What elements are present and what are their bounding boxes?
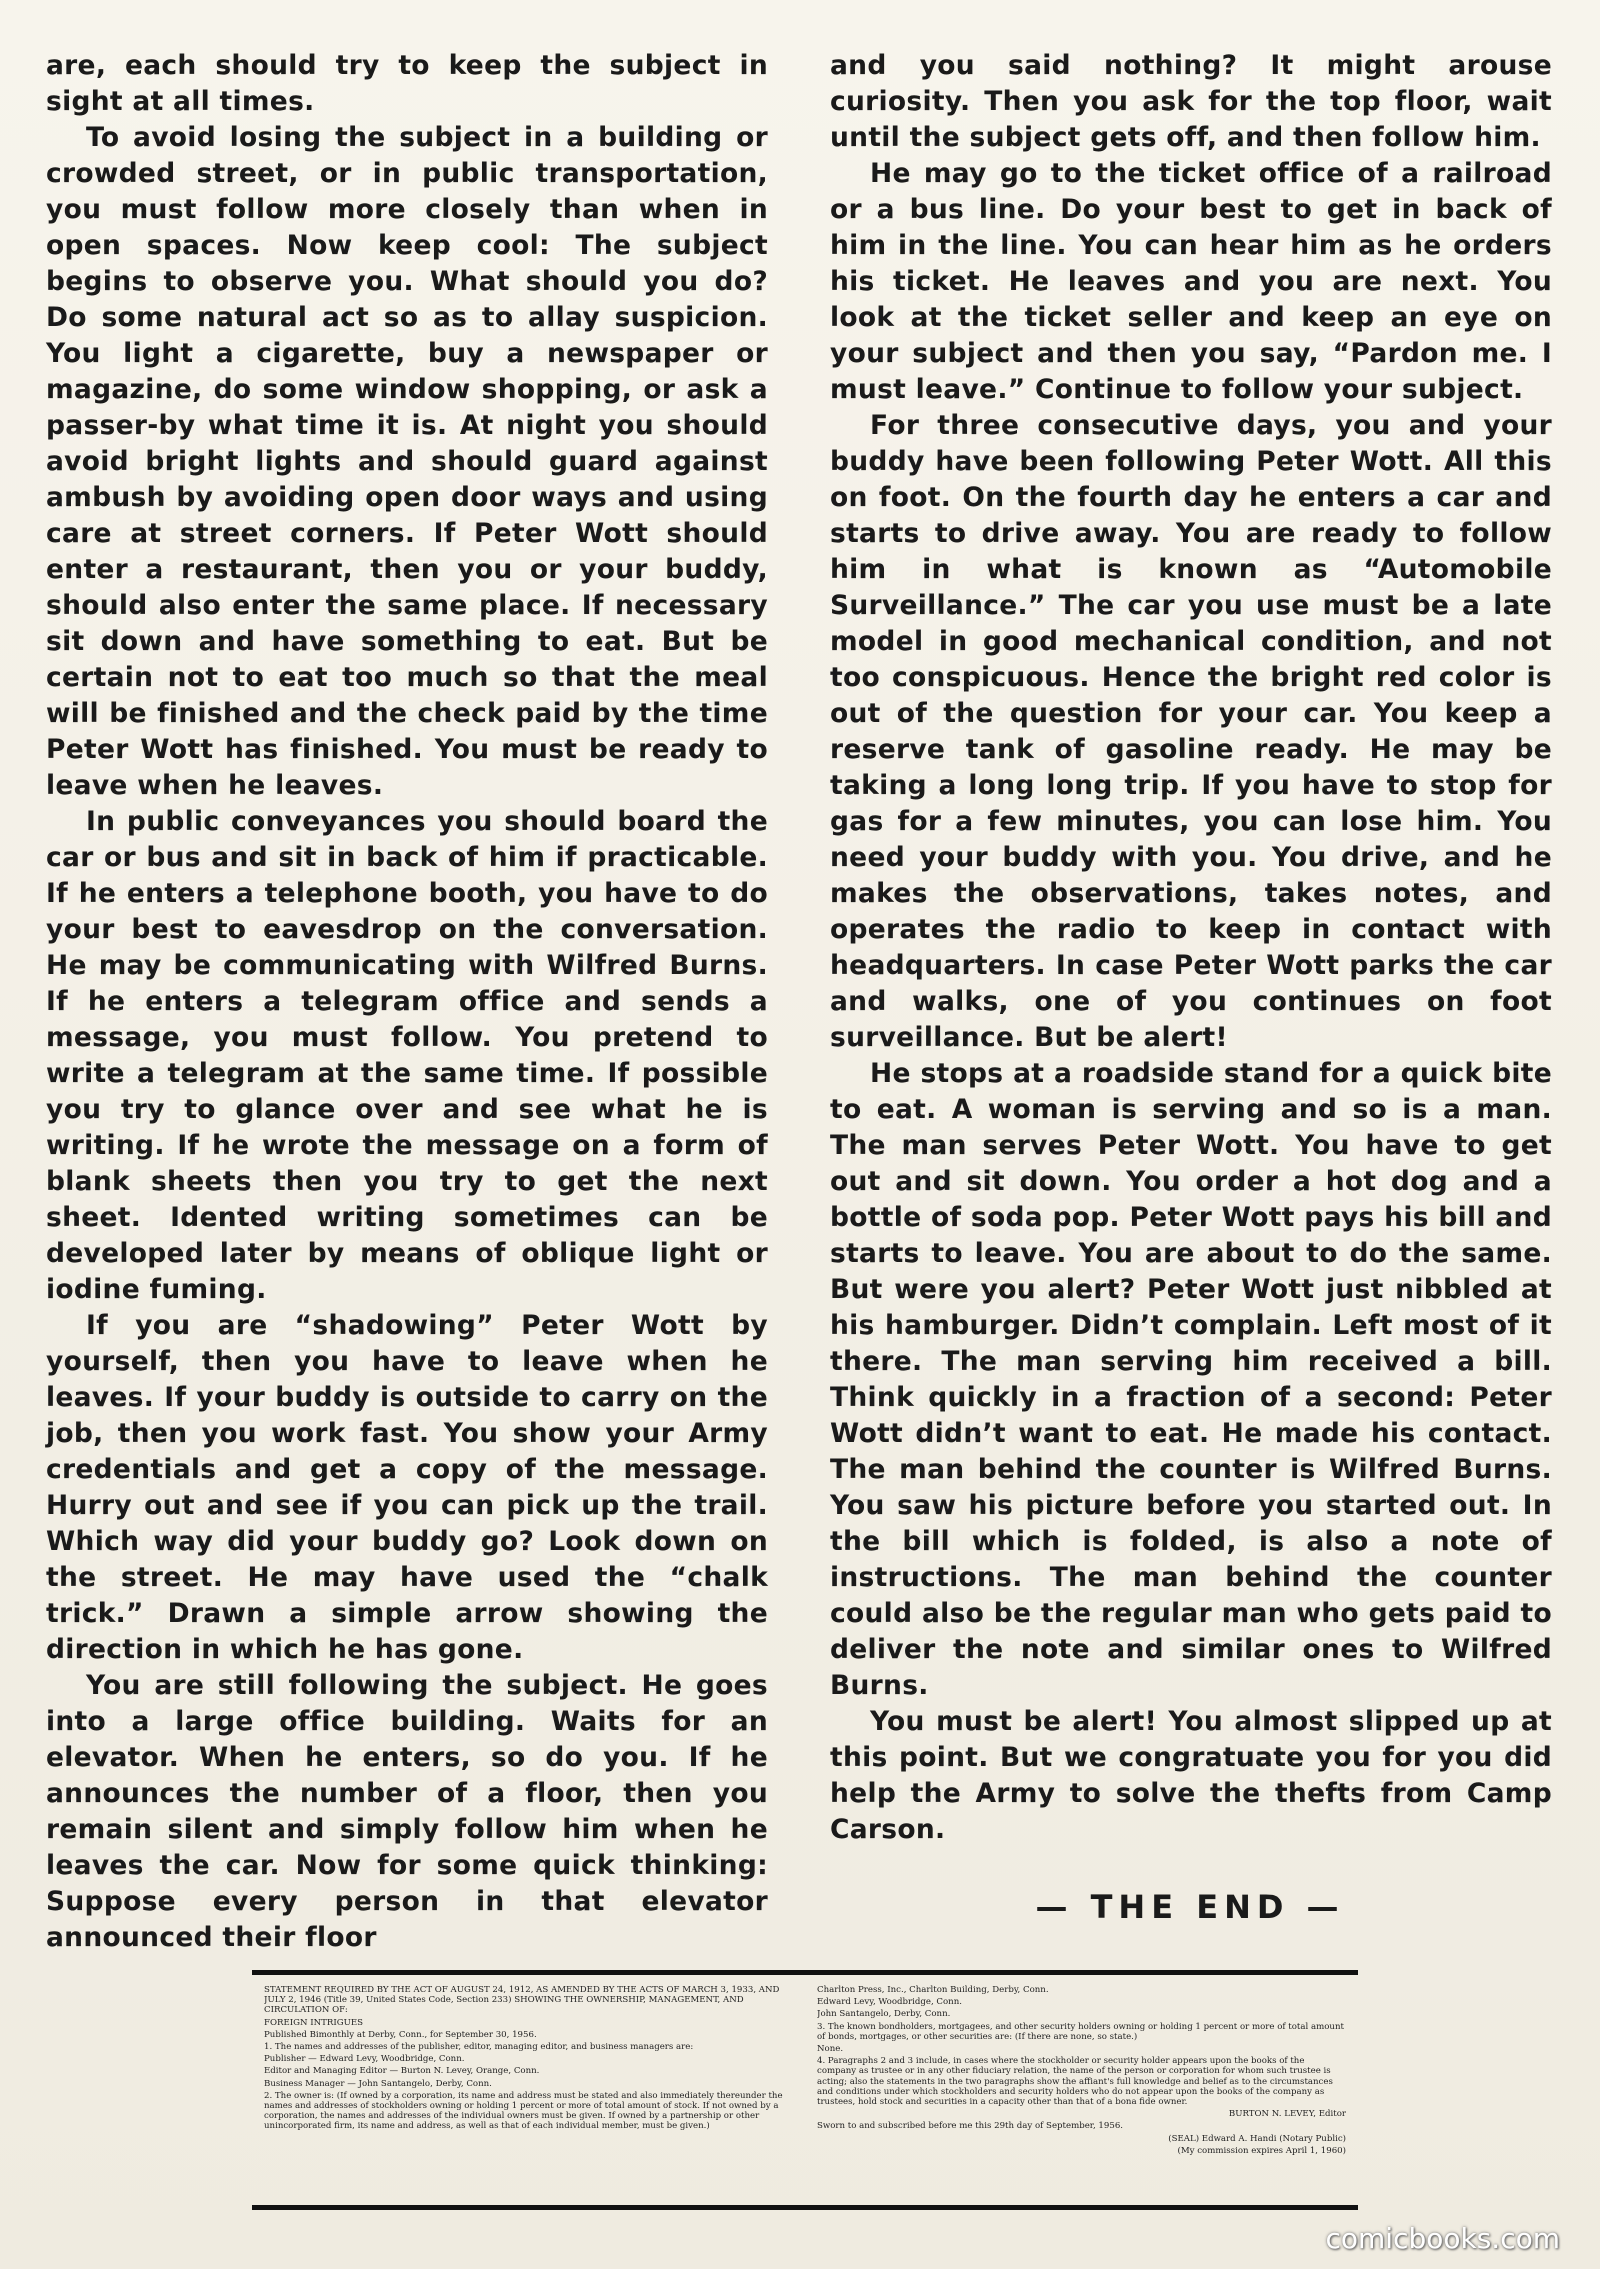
paragraph: You must be alert! You almost slipped up at this point. But we congratuate you for you did help the Army to solve the thefts from Camp Carson. bbox=[830, 1706, 1552, 1845]
statement-line: None. bbox=[817, 2044, 844, 2055]
statement-line: 3. The known bondholders, mortgagees, and other security holders owning or holding 1 percent or more of total amount of bonds, mortgages, or other securities are: (If there are none, so state.) bbox=[817, 2021, 1344, 2042]
paragraph: You are still following the subject. He goes into a large office building. Waits for an elevator. When he enters, so do you. If he announces the number of a floor, then you remain silent and simply follow him when he leaves the car. Now for some quick thinking: Suppose every person in that elevator announced their floor bbox=[46, 1670, 768, 1953]
paragraph: and you said nothing? It might arouse curiosity. Then you ask for the top floor, wait until the subject gets off, and then follow him. bbox=[830, 50, 1552, 153]
article-right-column bbox=[830, 48, 1552, 1848]
paragraph: He may go to the ticket office of a railroad or a bus line. Do your best to get in back of him in the line. You can hear him as he orders his ticket. He leaves and you are next. You look at the ticket seller and keep an eye on your subject and then you say, “Pardon me. I must leave.” Continue to follow your subject. bbox=[830, 158, 1552, 405]
statement-right-column bbox=[817, 1985, 1346, 2195]
paragraph: In public conveyances you should board the car or bus and sit in back of him if practicable. If he enters a telephone booth, you have to do your best to eavesdrop on the conversation. He may be communicating with Wilfred Burns. If he enters a telegram office and sends a message, you must follow. You pretend to write a telegram at the same time. If possible you try to glance over and see what he is writing. If he wrote the message on a form of blank sheets then you try to get the next sheet. Idented writing sometimes can be developed later by means of oblique light or iodine fuming. bbox=[46, 806, 768, 1305]
statement-line: Sworn to and subscribed before me this 29th day of September, 1956. bbox=[817, 2121, 1124, 2132]
statement-line: FOREIGN INTRIGUES bbox=[264, 2017, 364, 2028]
paragraph: To avoid losing the subject in a building or crowded street, or in public transportation, you must follow more closely than when in open spaces. Now keep cool: The subject begins to observe you. What should you do? Do some natural act so as to allay suspicion. You light a cigarette, buy a newspaper or magazine, do some window shopping, or ask a passer-by what time it is. At night you should avoid bright lights and should guard against ambush by avoiding open door ways and using care at street corners. If Peter Wott should enter a restaurant, then you or your buddy, should also enter the same place. If necessary sit down and have something to eat. But be certain not to eat too much so that the meal will be finished and the check paid by the time Peter Wott has finished. You must be ready to leave when he leaves. bbox=[46, 122, 768, 801]
statement-line: (My commission expires April 1, 1960) bbox=[1177, 2145, 1346, 2156]
statement-line: Editor and Managing Editor — Burton N. Levey, Orange, Conn. bbox=[264, 2066, 540, 2077]
statement-line: Published Bimonthly at Derby, Conn., for September 30, 1956. bbox=[264, 2029, 537, 2040]
ownership-statement bbox=[252, 1970, 1358, 2210]
statement-line: STATEMENT REQUIRED BY THE ACT OF AUGUST 24, 1912, AS AMENDED BY THE ACTS OF MARCH 3, 1933, AND JULY 2, 1946 (Title 39, United States Code, Section 233) SHOWING THE OWNERSHIP, MANAGEMENT, AND CIRCULATION OF: bbox=[264, 1985, 780, 2016]
site-watermark: comicbooks.com bbox=[1325, 2222, 1560, 2255]
statement-line: Publisher — Edward Levy, Woodbridge, Conn. bbox=[264, 2054, 465, 2065]
statement-left-column bbox=[264, 1985, 793, 2195]
paragraph: He stops at a roadside stand for a quick bite to eat. A woman is serving and so is a man. The man serves Peter Wott. You have to get out and sit down. You order a hot dog and a bottle of soda pop. Peter Wott pays his bill and starts to leave. You are about to do the same. But were you alert? Peter Wott just nibbled at his hamburger. Didn’t complain. Left most of it there. The man serving him received a bill. Think quickly in a fraction of a second: Peter Wott didn’t want to eat. He made his contact. The man behind the counter is Wilfred Burns. You saw his picture before you started out. In the bill which is folded, is also a note of instructions. The man behind the counter could also be the regular man who gets paid to deliver the note and similar ones to Wilfred Burns. bbox=[830, 1058, 1552, 1701]
paragraph: If you are “shadowing” Peter Wott by yourself, then you have to leave when he leaves. If your buddy is outside to carry on the job, then you work fast. You show your Army credentials and get a copy of the message. Hurry out and see if you can pick up the trail. Which way did your buddy go? Look down on the street. He may have used the “chalk trick.” Drawn a simple arrow showing the direction in which he has gone. bbox=[46, 1310, 768, 1665]
statement-line: Business Manager — John Santangelo, Derby, Conn. bbox=[264, 2078, 492, 2089]
statement-line: Charlton Press, Inc., Charlton Building, Derby, Conn. bbox=[817, 1985, 1049, 1995]
statement-signature: BURTON N. LEVEY, Editor bbox=[1228, 2109, 1346, 2120]
statement-line: (SEAL) Edward A. Handi (Notary Public) bbox=[1168, 2133, 1346, 2144]
statement-line: 1. The names and addresses of the publisher, editor, managing editor, and business managers are: bbox=[264, 2042, 694, 2053]
paragraph: For three consecutive days, you and your buddy have been following Peter Wott. All this on foot. On the fourth day he enters a car and starts to drive away. You are ready to follow him in what is known as “Automobile Surveillance.” The car you use must be a late model in good mechanical condition, and not too conspicuous. Hence the bright red color is out of the question for your car. You keep a reserve tank of gasoline ready. He may be taking a long long trip. If you have to stop for gas for a few minutes, you can lose him. You need your buddy with you. You drive, and he makes the observations, takes notes, and operates the radio to keep in contact with headquarters. In case Peter Wott parks the car and walks, one of you continues on foot surveillance. But be alert! bbox=[830, 410, 1552, 1053]
article-left-column bbox=[46, 48, 768, 1956]
paragraph: are, each should try to keep the subject in sight at all times. bbox=[46, 50, 768, 117]
statement-line: 4. Paragraphs 2 and 3 include, in cases where the stockholder or security holder appears upon the books of the company as trustee or in any other fiduciary relation, the name of the person or corporation for whom such trustee is acting; also the statements in the two paragraphs show the affiant's full knowledge and belief as to the circumstances and conditions under which stockholders and security holders who do not appear upon the books of the company as trustees, hold stock and securities in a capacity other than that of a bona fide owner. bbox=[817, 2056, 1333, 2108]
the-end-label: — THE END — bbox=[1035, 1888, 1345, 1926]
statement-line: 2. The owner is: (If owned by a corporation, its name and address must be stated and also immediately thereunder the names and addresses of stockholders owning or holding 1 percent or more of total amount of stock. If not owned by a corporation, the names and addresses of the individual owners must be given. If owned by a partnership or other unincorporated firm, its name and address, as well as that of each individual member, must be given.) bbox=[264, 2090, 783, 2132]
statement-line: John Santangelo, Derby, Conn. bbox=[817, 2009, 951, 2020]
statement-line: Edward Levy, Woodbridge, Conn. bbox=[817, 1997, 962, 2008]
